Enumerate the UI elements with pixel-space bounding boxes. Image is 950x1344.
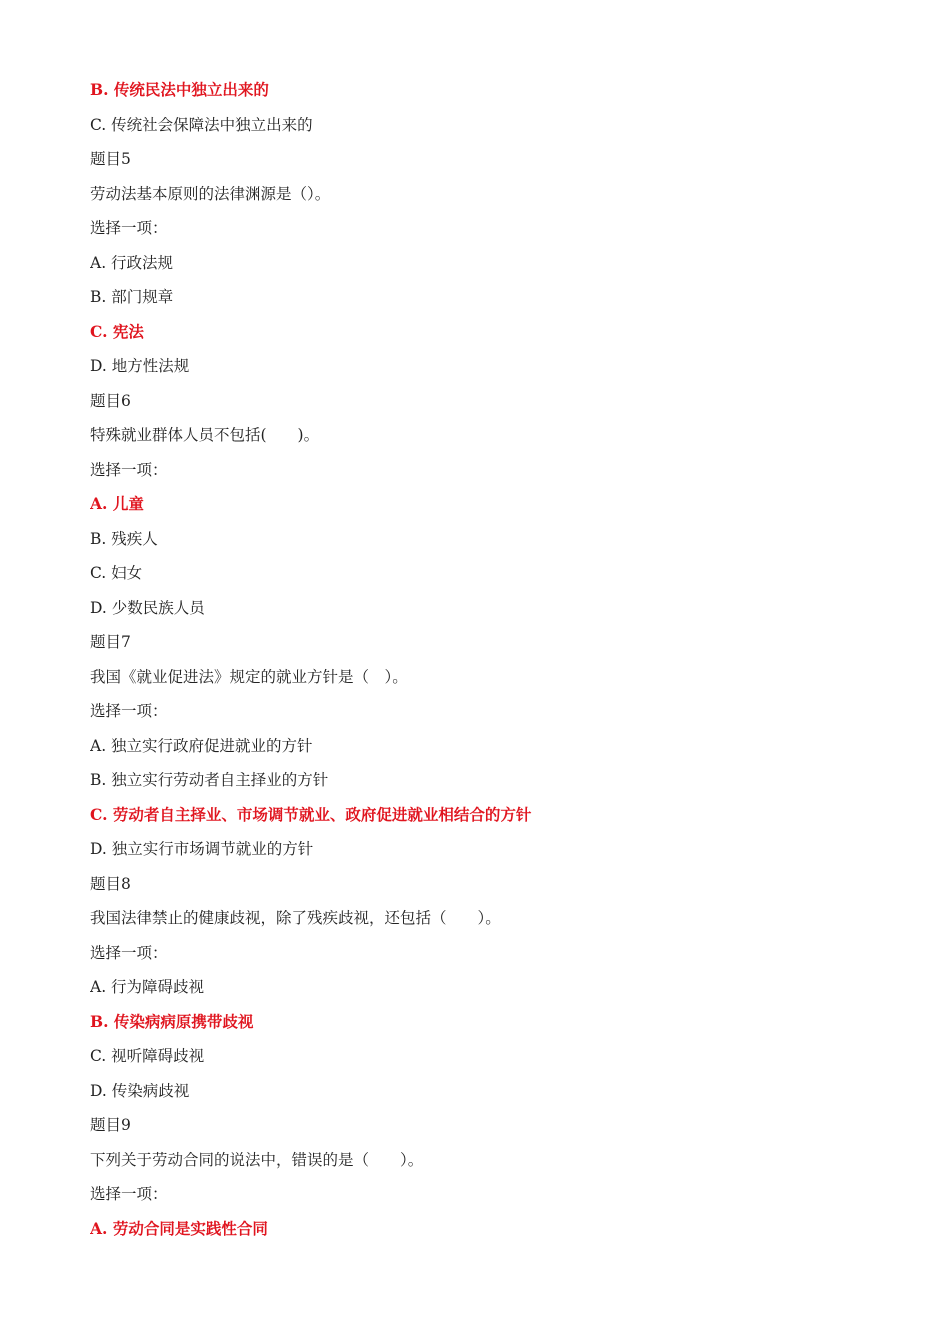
option: C. 妇女 — [90, 564, 143, 582]
option: B. 部门规章 — [90, 288, 174, 306]
option: B. 残疾人 — [90, 529, 158, 548]
option: D. 地方性法规 — [90, 357, 190, 375]
question-number: 题目5 — [90, 150, 131, 168]
question-number: 题目6 — [90, 391, 131, 410]
document-page — [90, 73, 910, 1246]
option: A. 行为障碍歧视 — [90, 978, 205, 996]
question-text: 我国法律禁止的健康歧视，除了残疾歧视，还包括（ ）。 — [90, 909, 501, 927]
option: B. 独立实行劳动者自主择业的方针 — [90, 771, 329, 789]
correct-option: B. 传染病病原携带歧视 — [90, 1011, 254, 1031]
question-text: 我国《就业促进法》规定的就业方针是（ ）。 — [90, 667, 408, 686]
correct-option: B. 传统民法中独立出来的 — [90, 80, 269, 99]
option: A. 行政法规 — [90, 253, 174, 272]
question-text: 特殊就业群体人员不包括( )。 — [90, 426, 320, 444]
question-text: 下列关于劳动合同的说法中，错误的是（ ）。 — [90, 1150, 424, 1169]
choice-prompt: 选择一项： — [90, 702, 168, 720]
question-number: 题目9 — [90, 1116, 131, 1134]
choice-prompt: 选择一项： — [90, 943, 168, 962]
option: D. 传染病歧视 — [90, 1081, 190, 1100]
option: D. 独立实行市场调节就业的方针 — [90, 840, 314, 858]
correct-option: A. 劳动合同是实践性合同 — [90, 1218, 268, 1238]
question-number: 题目8 — [90, 874, 131, 893]
choice-prompt: 选择一项： — [90, 460, 168, 479]
option: A. 独立实行政府促进就业的方针 — [90, 736, 313, 755]
question-text: 劳动法基本原则的法律渊源是（）。 — [90, 184, 331, 203]
choice-prompt: 选择一项： — [90, 219, 168, 237]
correct-option: C. 劳动者自主择业、市场调节就业、政府促进就业相结合的方针 — [90, 804, 532, 824]
correct-option: A. 儿童 — [90, 494, 144, 513]
option: C. 传统社会保障法中独立出来的 — [90, 115, 313, 134]
choice-prompt: 选择一项： — [90, 1185, 168, 1203]
option: C. 视听障碍歧视 — [90, 1047, 205, 1065]
option: D. 少数民族人员 — [90, 598, 205, 617]
correct-option: C. 宪法 — [90, 321, 144, 341]
question-number: 题目7 — [90, 633, 131, 651]
